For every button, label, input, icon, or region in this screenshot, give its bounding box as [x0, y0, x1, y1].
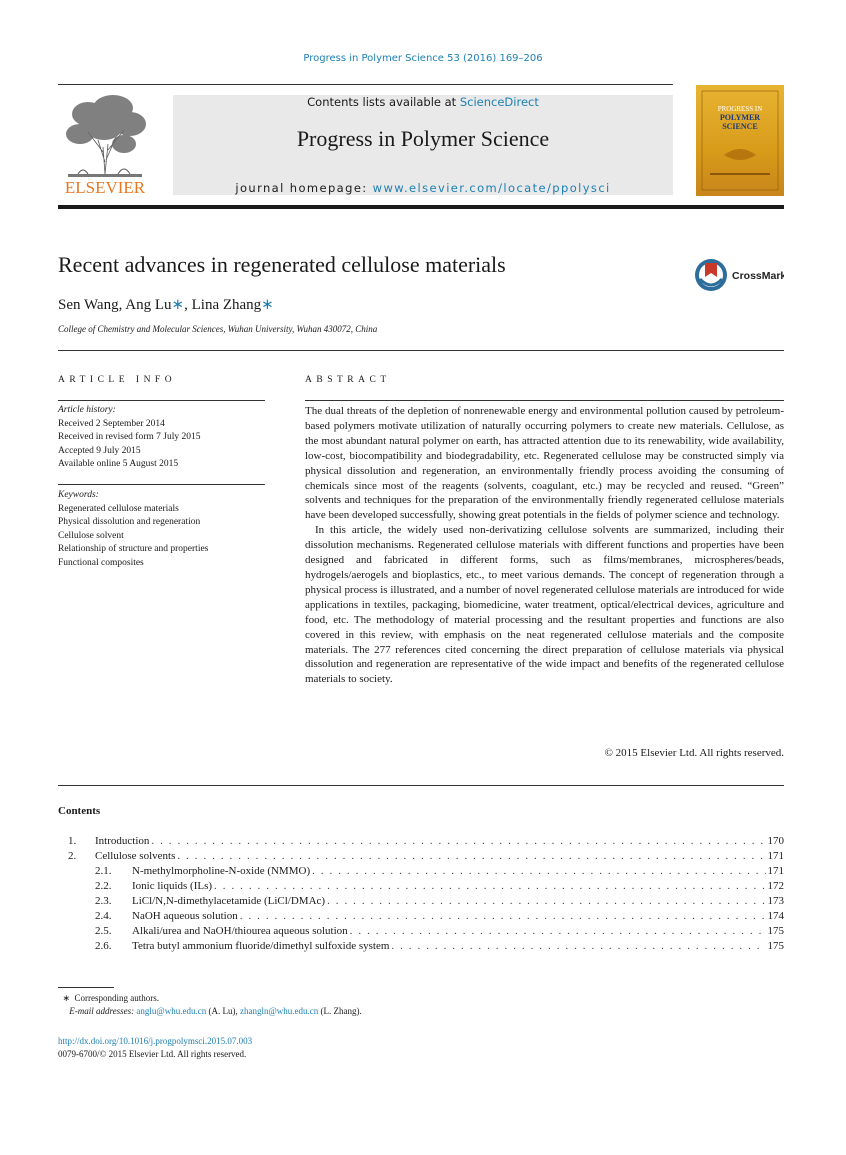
- keywords: [58, 489, 208, 570]
- article-history: [58, 404, 200, 472]
- toc-number: 2.6.: [95, 940, 112, 952]
- contents-heading: Contents: [58, 805, 101, 817]
- email-owner: (A. Lu),: [208, 1006, 238, 1016]
- history-item: Received 2 September 2014: [58, 418, 165, 429]
- email-label: E-mail addresses:: [69, 1006, 135, 1016]
- abstract-paragraph-2: In this article, the widely used non-derivatizing cellulose solvents are summarized, including their dissolution mechanisms. Regenerated cellulose materials with different functions and properties have been designed and fabricated in different forms, such as films/membranes, microspheres/beads, hydrogels/aerogels and bioplastics, etc., to meet various demands. The concept of regeneration through a physical process is illustrated, and a number of novel regenerated cellulose materials are introduced for wide applications in textiles, packaging, biomedicine, water treatment, optical/electrical devices, agriculture and food, etc. The methodology of material processing and the resultant properties and functions are also covered in this review, with emphasis on the neat regenerated cellulose materials and the composite materials. The 277 references cited concerning the direct preparation of cellulose materials via physical dissolution and regeneration are representative of the wide impact and benefits of the regenerated cellulose materials to society.: [305, 524, 784, 686]
- toc-page: 175: [767, 925, 784, 937]
- divider: [58, 350, 784, 351]
- divider: [58, 785, 784, 786]
- history-item: Available online 5 August 2015: [58, 459, 179, 469]
- toc-page: 172: [767, 880, 784, 892]
- toc-number: 1.: [68, 835, 77, 847]
- homepage-link[interactable]: www.elsevier.com/locate/ppolysci: [372, 181, 611, 195]
- crossmark-icon: [694, 258, 784, 292]
- article-title: Recent advances in regenerated cellulose materials: [58, 252, 506, 277]
- toc-title: Tetra butyl ammonium fluoride/dimethyl sulfoxide system: [132, 940, 390, 952]
- toc-leader: [151, 835, 765, 847]
- abstract-body: [305, 404, 784, 687]
- toc-title: Ionic liquids (ILs): [132, 880, 213, 892]
- author-name: Lina Zhang: [191, 297, 262, 313]
- toc-leader: [350, 925, 766, 937]
- header-bottom-rule: [58, 205, 784, 209]
- divider: [305, 400, 784, 401]
- toc-page: 171: [767, 865, 784, 877]
- cover-image: [696, 85, 784, 196]
- toc-title: Cellulose solvents: [95, 850, 176, 862]
- footnote-emails: [58, 1005, 362, 1018]
- doi-link[interactable]: http://dx.doi.org/10.1016/j.progpolymsci.2015.07.003: [58, 1036, 253, 1046]
- contents-prefix: Contents lists available at: [307, 95, 460, 109]
- header-top-rule: [58, 84, 673, 85]
- toc-leader: [391, 940, 765, 952]
- article-info-heading: ARTICLE INFO: [58, 375, 177, 385]
- journal-reference[interactable]: Progress in Polymer Science 53 (2016) 169–206: [303, 53, 543, 64]
- toc-entry[interactable]: [58, 925, 784, 940]
- toc-number: 2.3.: [95, 895, 112, 907]
- toc-number: 2.2.: [95, 880, 112, 892]
- toc-entry[interactable]: [58, 895, 784, 910]
- publisher-wordmark: ELSEVIER: [64, 178, 146, 196]
- toc-title: NaOH aqueous solution: [132, 910, 238, 922]
- footnotes: [58, 992, 362, 1018]
- keyword: Functional composites: [58, 557, 144, 568]
- abstract-heading: ABSTRACT: [305, 375, 391, 385]
- keywords-label: Keywords:: [58, 490, 99, 500]
- toc-entry[interactable]: [58, 850, 784, 865]
- doi-block: [58, 1035, 252, 1061]
- divider: [58, 484, 265, 485]
- toc-page: 175: [767, 940, 784, 952]
- cover-title-line-1: PROGRESS IN: [717, 105, 763, 113]
- copyright-notice: © 2015 Elsevier Ltd. All rights reserved.: [604, 747, 784, 759]
- footnote-rule: [58, 987, 114, 988]
- toc-page: 170: [767, 835, 784, 847]
- issn-line: 0079-6700/© 2015 Elsevier Ltd. All rights reserved.: [58, 1049, 247, 1059]
- footnote-mark: ∗: [62, 993, 71, 1003]
- toc-title: Introduction: [95, 835, 150, 847]
- history-item: Accepted 9 July 2015: [58, 445, 141, 456]
- history-item: Received in revised form 7 July 2015: [58, 432, 201, 442]
- toc-title: LiCl/N,N-dimethylacetamide (LiCl/DMAc): [132, 895, 326, 907]
- crossmark-label: CrossMark: [732, 270, 784, 282]
- email-owner: (L. Zhang).: [320, 1006, 362, 1016]
- toc-number: 2.5.: [95, 925, 112, 937]
- author-list: Sen Wang, Ang Lu∗, Lina Zhang∗: [58, 297, 274, 313]
- toc-entry[interactable]: [58, 910, 784, 925]
- elsevier-tree-icon: [58, 92, 152, 196]
- author-name: Ang Lu: [125, 297, 172, 313]
- toc-entry[interactable]: [58, 880, 784, 895]
- journal-cover[interactable]: [696, 85, 784, 196]
- keyword: Regenerated cellulose materials: [58, 503, 179, 514]
- abstract-paragraph-1: The dual threats of the depletion of nonrenewable energy and environmental pollution caused by petroleum-based polymers motivate utilization of naturally occurring polymers to create new materials. Cellulose, as the most abundant natural polymer on earth, has attracted attention due to its renewability, wide availability, low-cost, biocompatibility and biodegradability, etc. Regenerated cellulose may be constructed simply via physical dissolution and regeneration, an environmentally friendly process avoiding the consuming of chemicals since most of the reagents (solvents, coagulant, etc.) may be recycled and reused. “Green” solvents and techniques for the preparation of the environmentally friendly regenerated cellulose materials have been developed successfully, showing great potentials in the fields of polymer science and technology.: [305, 405, 784, 522]
- toc-leader: [214, 880, 765, 892]
- toc-number: 2.1.: [95, 865, 112, 877]
- corresponding-mark[interactable]: ∗: [261, 297, 274, 313]
- email-link[interactable]: anglu@whu.edu.cn: [136, 1006, 207, 1016]
- toc-number: 2.4.: [95, 910, 112, 922]
- toc-entry[interactable]: [58, 940, 784, 955]
- divider: [58, 400, 265, 401]
- toc-entry[interactable]: [58, 835, 784, 850]
- sciencedirect-link[interactable]: ScienceDirect: [459, 95, 539, 109]
- cover-title-line-2: POLYMER: [719, 113, 761, 122]
- affiliation: College of Chemistry and Molecular Sciences, Wuhan University, Wuhan 430072, China: [58, 324, 378, 334]
- contents-available-line: [173, 95, 673, 109]
- keyword: Physical dissolution and regeneration: [58, 517, 201, 527]
- journal-homepage-line: [173, 181, 673, 195]
- toc-entry[interactable]: [58, 865, 784, 880]
- homepage-prefix: journal homepage:: [235, 181, 373, 195]
- footnote-text: Corresponding authors.: [74, 993, 160, 1003]
- cover-title-line-3: SCIENCE: [722, 122, 758, 131]
- crossmark-badge[interactable]: [694, 258, 784, 292]
- table-of-contents: [58, 835, 784, 955]
- journal-title: Progress in Polymer Science: [296, 126, 550, 151]
- elsevier-logo[interactable]: [58, 92, 152, 196]
- history-label: Article history:: [58, 405, 116, 415]
- author-name: Sen Wang: [58, 297, 119, 313]
- toc-leader: [177, 850, 765, 862]
- toc-title: N-methylmorpholine-N-oxide (NMMO): [132, 865, 311, 877]
- toc-page: 171: [767, 850, 784, 862]
- toc-title: Alkali/urea and NaOH/thiourea aqueous solution: [132, 925, 348, 937]
- keyword: Relationship of structure and properties: [58, 544, 209, 554]
- toc-leader: [312, 865, 765, 877]
- toc-number: 2.: [68, 850, 77, 862]
- toc-page: 173: [767, 895, 784, 907]
- email-link[interactable]: zhangln@whu.edu.cn: [239, 1006, 319, 1016]
- toc-leader: [327, 895, 765, 907]
- toc-page: 174: [767, 910, 784, 922]
- keyword: Cellulose solvent: [58, 530, 124, 541]
- footnote-corresponding: [58, 992, 362, 1005]
- corresponding-mark[interactable]: ∗: [171, 297, 185, 313]
- toc-leader: [240, 910, 766, 922]
